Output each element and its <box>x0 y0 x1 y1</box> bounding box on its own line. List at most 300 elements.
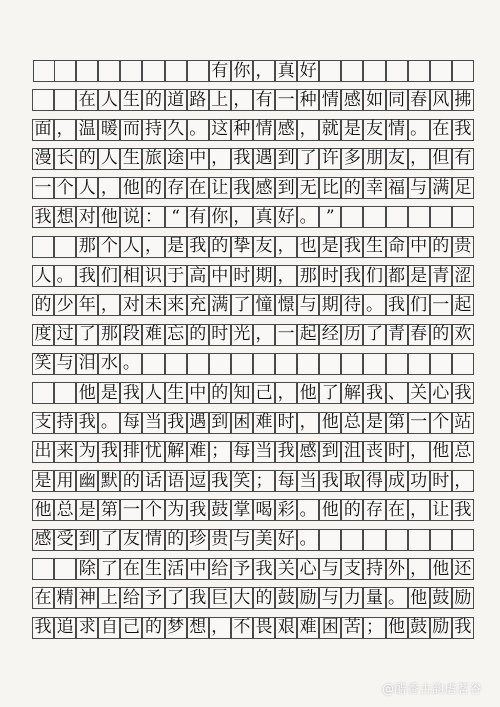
grid-cell: 笑 <box>32 353 54 375</box>
grid-cell: 时 <box>319 265 341 287</box>
grid-cell: 了 <box>363 324 385 346</box>
grid-cell <box>386 353 408 375</box>
grid-cell: 。 <box>120 353 142 375</box>
grid-cell: 他 <box>319 499 341 521</box>
grid-cell: 关 <box>408 382 430 404</box>
grid-cell: ， <box>54 119 76 141</box>
title-cell <box>54 60 76 82</box>
grid-cell: 了 <box>319 382 341 404</box>
grid-cell: 沮 <box>341 441 363 463</box>
grid-cell: 己 <box>253 382 275 404</box>
grid-cell: 感 <box>32 529 54 551</box>
grid-cell: ； <box>209 441 231 463</box>
grid-cell: 话 <box>142 470 164 492</box>
grid-cell: 是 <box>408 265 430 287</box>
grid-cell: 度 <box>32 324 54 346</box>
grid-cell <box>209 353 231 375</box>
grid-cell: 我 <box>187 587 209 609</box>
title-cell <box>142 60 164 82</box>
grid-cell <box>275 353 297 375</box>
grid-cell: 这 <box>209 119 231 141</box>
grid-cell: 到 <box>209 412 231 434</box>
grid-cell: 了 <box>98 529 120 551</box>
grid-cell <box>363 353 385 375</box>
grid-cell: 用 <box>54 470 76 492</box>
grid-cell: 在 <box>386 499 408 521</box>
grid-cell: 风 <box>430 89 452 111</box>
grid-cell: 的 <box>253 587 275 609</box>
grid-cell: 中 <box>187 558 209 580</box>
grid-cell: 我 <box>275 441 297 463</box>
grid-cell: 时 <box>209 324 231 346</box>
grid-cell: 友 <box>120 529 142 551</box>
grid-cell: 满 <box>209 294 231 316</box>
grid-cell: 中 <box>187 382 209 404</box>
grid-cell: 的 <box>430 324 452 346</box>
grid-cell <box>452 529 474 551</box>
grid-cell: 段 <box>120 324 142 346</box>
grid-cell: 一 <box>275 89 297 111</box>
grid-cell: 总 <box>452 441 474 463</box>
grid-cell: 总 <box>341 412 363 434</box>
title-cell: 你 <box>231 60 253 82</box>
grid-cell: 出 <box>32 441 54 463</box>
grid-cell: 难 <box>253 412 275 434</box>
grid-cell: 语 <box>165 470 187 492</box>
grid-cell: 待 <box>341 294 363 316</box>
title-cell <box>363 60 385 82</box>
grid-cell: 他 <box>386 617 408 639</box>
grid-cell: 少 <box>54 294 76 316</box>
grid-cell: 感 <box>341 89 363 111</box>
grid-cell: 我 <box>187 236 209 258</box>
grid-cell: 。 <box>54 265 76 287</box>
grid-cell <box>32 236 54 258</box>
grid-cell: 对 <box>120 294 142 316</box>
grid-cell: 与 <box>319 587 341 609</box>
grid-cell: 关 <box>275 558 297 580</box>
grid-cell: 时 <box>275 412 297 434</box>
grid-cell: 我 <box>209 470 231 492</box>
grid-cell: 友 <box>363 119 385 141</box>
grid-cell: 经 <box>319 324 341 346</box>
grid-cell: 为 <box>165 499 187 521</box>
grid-cell: ： <box>142 206 164 228</box>
grid-cell <box>231 353 253 375</box>
grid-cell: 每 <box>120 412 142 434</box>
grid-cell: 梦 <box>165 617 187 639</box>
grid-cell: 比 <box>319 177 341 199</box>
title-cell <box>76 60 98 82</box>
grid-cell: 予 <box>142 587 164 609</box>
grid-cell: ， <box>275 265 297 287</box>
grid-cell: 解 <box>165 441 187 463</box>
grid-cell: 丧 <box>363 441 385 463</box>
grid-cell: 憧 <box>253 294 275 316</box>
grid-cell: 涩 <box>452 265 474 287</box>
grid-cell: 苦 <box>341 617 363 639</box>
grid-cell: 中 <box>187 148 209 170</box>
title-cell <box>319 60 341 82</box>
grid-cell: 福 <box>386 177 408 199</box>
grid-cell: 温 <box>76 119 98 141</box>
grid-cell: 贵 <box>452 236 474 258</box>
grid-cell: 他 <box>408 587 430 609</box>
title-cell <box>430 60 452 82</box>
grid-cell: 外 <box>386 558 408 580</box>
grid-cell: 想 <box>54 206 76 228</box>
grid-cell: 的 <box>142 89 164 111</box>
grid-cell: 是 <box>165 236 187 258</box>
title-cell: 好 <box>297 60 319 82</box>
grid-cell: 是 <box>32 470 54 492</box>
grid-cell: ， <box>209 617 231 639</box>
grid-cell: ， <box>253 324 275 346</box>
grid-cell <box>187 353 209 375</box>
grid-cell: 的 <box>187 324 209 346</box>
title-cell <box>187 60 209 82</box>
grid-cell: 力 <box>341 587 363 609</box>
grid-cell: 暖 <box>98 119 120 141</box>
grid-cell: 予 <box>231 558 253 580</box>
grid-cell: 我 <box>120 382 142 404</box>
grid-cell: 我 <box>76 265 98 287</box>
title-cell: 有 <box>209 60 231 82</box>
grid-cell: 了 <box>98 558 120 580</box>
grid-cell: 了 <box>231 294 253 316</box>
grid-cell: 量 <box>363 587 385 609</box>
grid-cell: 畏 <box>253 617 275 639</box>
grid-cell: 是 <box>341 119 363 141</box>
grid-cell: 个 <box>98 236 120 258</box>
grid-cell: 艰 <box>275 617 297 639</box>
grid-cell: 他 <box>319 412 341 434</box>
grid-cell: 那 <box>297 265 319 287</box>
grid-cell: 我 <box>98 441 120 463</box>
grid-cell: 遇 <box>253 148 275 170</box>
grid-cell: 了 <box>165 587 187 609</box>
grid-cell: 人 <box>120 236 142 258</box>
title-cell <box>120 60 142 82</box>
grid-cell: 精 <box>54 587 76 609</box>
grid-cell: 幽 <box>76 470 98 492</box>
grid-cell: 我 <box>452 617 474 639</box>
grid-cell: ， <box>408 148 430 170</box>
grid-cell: 起 <box>297 324 319 346</box>
grid-cell: 那 <box>98 324 120 346</box>
grid-cell: 他 <box>120 177 142 199</box>
grid-cell: 青 <box>386 324 408 346</box>
grid-cell: 忘 <box>165 324 187 346</box>
grid-cell: 如 <box>363 89 385 111</box>
grid-cell: 为 <box>76 441 98 463</box>
grid-cell: 当 <box>253 441 275 463</box>
grid-cell <box>297 353 319 375</box>
grid-cell: ， <box>408 441 430 463</box>
grid-cell: 心 <box>430 382 452 404</box>
grid-cell: 总 <box>54 499 76 521</box>
grid-cell: 在 <box>430 119 452 141</box>
grid-cell: 让 <box>430 499 452 521</box>
grid-cell: 我 <box>319 470 341 492</box>
grid-cell <box>319 353 341 375</box>
grid-cell: 时 <box>231 265 253 287</box>
title-cell <box>408 60 430 82</box>
grid-cell: 起 <box>452 294 474 316</box>
grid-cell: 的 <box>430 236 452 258</box>
grid-cell: 我 <box>32 206 54 228</box>
grid-cell: 取 <box>341 470 363 492</box>
grid-cell <box>363 206 385 228</box>
grid-cell: 当 <box>142 412 164 434</box>
grid-cell: 功 <box>408 470 430 492</box>
grid-cell <box>386 206 408 228</box>
grid-cell: 情 <box>386 119 408 141</box>
grid-cell: ， <box>452 470 474 492</box>
grid-cell <box>386 529 408 551</box>
grid-cell: 憬 <box>275 294 297 316</box>
grid-cell: 难 <box>187 441 209 463</box>
grid-cell: 真 <box>253 206 275 228</box>
grid-cell: 多 <box>341 148 363 170</box>
grid-cell: ， <box>408 499 430 521</box>
grid-cell: 们 <box>98 265 120 287</box>
grid-cell: 持 <box>54 412 76 434</box>
grid-cell: 人 <box>32 265 54 287</box>
grid-cell: 高 <box>187 265 209 287</box>
grid-cell: 许 <box>319 148 341 170</box>
grid-cell: 时 <box>386 441 408 463</box>
grid-cell: 我 <box>452 119 474 141</box>
grid-cell: ， <box>98 294 120 316</box>
grid-cell: 时 <box>430 470 452 492</box>
grid-cell: 生 <box>142 558 164 580</box>
grid-cell: 个 <box>54 177 76 199</box>
grid-cell: 泪 <box>76 353 98 375</box>
grid-cell: 过 <box>54 324 76 346</box>
grid-cell: 他 <box>430 558 452 580</box>
grid-cell: 、 <box>386 382 408 404</box>
title-cell <box>341 60 363 82</box>
grid-cell: 漫 <box>32 148 54 170</box>
grid-cell: 鼓 <box>408 617 430 639</box>
grid-cell: 途 <box>165 148 187 170</box>
grid-cell: 。 <box>98 412 120 434</box>
grid-cell: 有 <box>187 206 209 228</box>
grid-cell <box>408 529 430 551</box>
grid-cell: 第 <box>386 412 408 434</box>
grid-cell: 与 <box>297 294 319 316</box>
grid-cell <box>341 206 363 228</box>
grid-cell: 情 <box>253 119 275 141</box>
grid-cell: 给 <box>209 558 231 580</box>
grid-cell: 与 <box>319 558 341 580</box>
grid-cell: ， <box>209 148 231 170</box>
grid-cell: 的 <box>32 294 54 316</box>
grid-cell: 我 <box>231 177 253 199</box>
grid-cell: 的 <box>209 236 231 258</box>
grid-cell: 水 <box>98 353 120 375</box>
grid-cell: 于 <box>165 265 187 287</box>
grid-cell: 朋 <box>363 148 385 170</box>
grid-cell: 感 <box>275 119 297 141</box>
watermark: @醋香古韵虐茗谷 <box>381 682 482 696</box>
title-cell <box>33 60 55 82</box>
grid-cell: 足 <box>452 177 474 199</box>
grid-cell <box>430 529 452 551</box>
grid-cell <box>319 529 341 551</box>
grid-cell: 有 <box>253 89 275 111</box>
grid-cell: 我 <box>231 148 253 170</box>
grid-cell: 他 <box>76 382 98 404</box>
grid-cell: 让 <box>209 177 231 199</box>
grid-cell: 但 <box>430 148 452 170</box>
grid-cell: 一 <box>408 412 430 434</box>
grid-cell: 在 <box>76 89 98 111</box>
grid-cell: 知 <box>231 382 253 404</box>
grid-cell: 识 <box>142 265 164 287</box>
grid-cell: 们 <box>363 265 385 287</box>
grid-cell: 是 <box>76 499 98 521</box>
grid-cell: 充 <box>187 294 209 316</box>
grid-cell: 友 <box>386 148 408 170</box>
grid-cell: 路 <box>187 89 209 111</box>
grid-cell: 未 <box>142 294 164 316</box>
grid-cell: 他 <box>98 206 120 228</box>
grid-cell: 都 <box>386 265 408 287</box>
grid-cell: 励 <box>297 587 319 609</box>
grid-cell <box>32 382 54 404</box>
grid-cell: 逗 <box>187 470 209 492</box>
grid-cell <box>452 206 474 228</box>
grid-cell: 是 <box>319 236 341 258</box>
grid-cell: 大 <box>231 587 253 609</box>
grid-cell <box>54 558 76 580</box>
grid-cell: 己 <box>120 617 142 639</box>
grid-cell: 情 <box>142 529 164 551</box>
grid-cell: 我 <box>165 412 187 434</box>
grid-cell: 的 <box>341 499 363 521</box>
grid-cell: 人 <box>142 382 164 404</box>
grid-cell: 神 <box>76 587 98 609</box>
grid-cell: ， <box>297 119 319 141</box>
grid-cell <box>54 89 76 111</box>
grid-cell: 我 <box>452 382 474 404</box>
grid-cell: 的 <box>142 177 164 199</box>
grid-cell: 而 <box>120 119 142 141</box>
grid-cell: ； <box>363 617 385 639</box>
grid-cell: 给 <box>120 587 142 609</box>
grid-cell: 忧 <box>142 441 164 463</box>
grid-cell: 一 <box>120 499 142 521</box>
grid-cell: 我 <box>341 236 363 258</box>
grid-cell: 他 <box>32 499 54 521</box>
grid-cell: 他 <box>297 382 319 404</box>
grid-cell: ， <box>275 236 297 258</box>
grid-cell: 第 <box>98 499 120 521</box>
grid-cell: 们 <box>408 294 430 316</box>
grid-cell: 对 <box>76 206 98 228</box>
grid-cell: 与 <box>54 353 76 375</box>
grid-cell: 一 <box>275 324 297 346</box>
grid-cell: 。 <box>297 529 319 551</box>
grid-cell: ， <box>231 206 253 228</box>
grid-cell <box>54 382 76 404</box>
title-cell: ， <box>253 60 275 82</box>
grid-cell: 春 <box>408 89 430 111</box>
grid-cell: 生 <box>120 148 142 170</box>
grid-cell: 长 <box>54 148 76 170</box>
grid-cell: 到 <box>319 441 341 463</box>
grid-cell: 就 <box>319 119 341 141</box>
grid-cell <box>430 353 452 375</box>
grid-cell: 中 <box>408 236 430 258</box>
grid-cell: 存 <box>165 177 187 199</box>
grid-cell: ， <box>297 412 319 434</box>
grid-cell: 的 <box>341 177 363 199</box>
grid-cell: 了 <box>76 324 98 346</box>
grid-cell <box>165 353 187 375</box>
grid-cell: 鼓 <box>209 499 231 521</box>
grid-cell: 有 <box>452 148 474 170</box>
grid-cell: 解 <box>341 382 363 404</box>
grid-cell: 还 <box>452 558 474 580</box>
grid-cell: “ <box>165 206 187 228</box>
grid-cell: 排 <box>120 441 142 463</box>
grid-cell: 珍 <box>187 529 209 551</box>
grid-cell <box>253 353 275 375</box>
grid-cell: 我 <box>32 617 54 639</box>
grid-cell: 心 <box>297 558 319 580</box>
grid-cell: 当 <box>297 470 319 492</box>
grid-cell: 持 <box>363 558 385 580</box>
grid-cell: 好 <box>275 206 297 228</box>
grid-cell: 幸 <box>363 177 385 199</box>
grid-cell: 春 <box>408 324 430 346</box>
grid-cell: 的 <box>76 148 98 170</box>
grid-cell: 得 <box>363 470 385 492</box>
grid-cell: 满 <box>430 177 452 199</box>
title-cell <box>452 60 474 82</box>
grid-cell: 来 <box>54 441 76 463</box>
grid-cell: 光 <box>231 324 253 346</box>
grid-cell: 我 <box>253 558 275 580</box>
grid-cell: 遇 <box>187 412 209 434</box>
title-cell <box>165 60 187 82</box>
grid-cell: 每 <box>275 470 297 492</box>
grid-cell: 我 <box>76 412 98 434</box>
grid-cell: 喝 <box>253 499 275 521</box>
grid-cell: 受 <box>54 529 76 551</box>
grid-cell: 每 <box>231 441 253 463</box>
grid-cell: 在 <box>120 558 142 580</box>
grid-cell: 励 <box>430 617 452 639</box>
grid-cell <box>408 206 430 228</box>
grid-cell: 贵 <box>209 529 231 551</box>
grid-cell: 也 <box>297 236 319 258</box>
title-cell <box>386 60 408 82</box>
grid-cell: 无 <box>297 177 319 199</box>
grid-cell: 求 <box>76 617 98 639</box>
grid-cell: 你 <box>209 206 231 228</box>
grid-cell: 彩 <box>275 499 297 521</box>
grid-cell: ； <box>253 470 275 492</box>
grid-cell: 是 <box>98 382 120 404</box>
grid-cell: 生 <box>363 236 385 258</box>
grid-cell: 想 <box>187 617 209 639</box>
grid-cell <box>363 529 385 551</box>
grid-cell: 难 <box>142 324 164 346</box>
